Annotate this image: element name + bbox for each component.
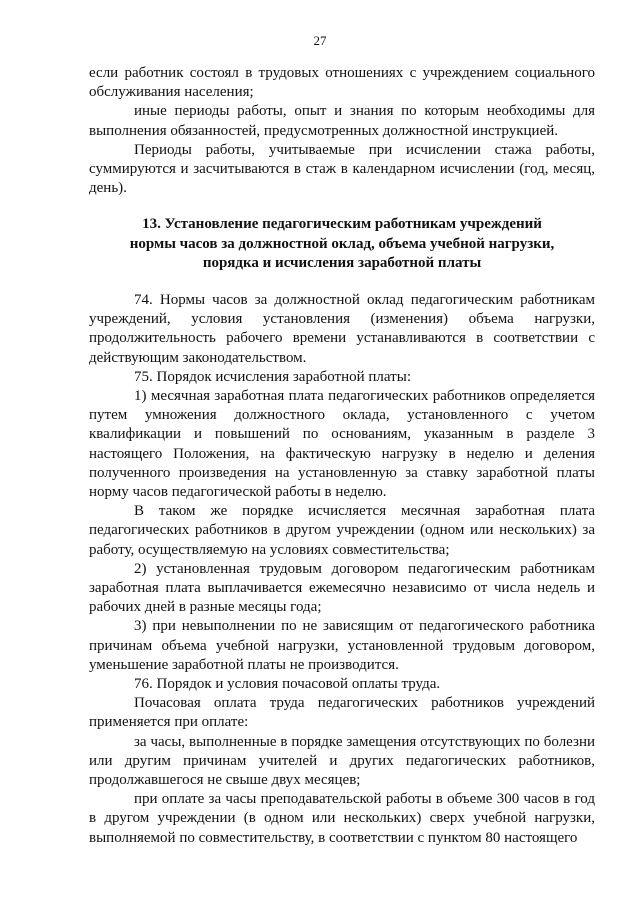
paragraph: 76. Порядок и условия почасовой оплаты труда. bbox=[134, 675, 441, 692]
page-number: 27 bbox=[313, 33, 327, 48]
paragraph: Почасовая оплата труда педагогических работников учреждений применяется при оплате: bbox=[89, 695, 595, 731]
section-heading-line: порядка и исчисления заработной платы bbox=[202, 255, 482, 272]
paragraph: 1) месячная заработная плата педагогических работников определяется путем умножения должностного оклада, установленного с учетом квалификации и повышений по основаниям, указанным в разделе 3 настоящего Положения, на фактическую нагрузку в неделю и деления полученного произведения на установленную за ставку заработной платы норму часов педагогической работы в неделю. bbox=[89, 387, 595, 500]
section-heading-line: 13. Установление педагогическим работникам учреждений bbox=[142, 216, 542, 233]
paragraph: 75. Порядок исчисления заработной платы: bbox=[134, 368, 411, 385]
section-heading bbox=[89, 215, 595, 274]
paragraph: 3) при невыполнении по не зависящим от педагогического работника причинам объема учебной нагрузки, установленной трудовым договором, уменьшение заработной платы не производится. bbox=[89, 618, 595, 673]
paragraph: за часы, выполненные в порядке замещения отсутствующих по болезни или другим причинам учителей и других педагогических работников, продолжавшегося не свыше двух месяцев; bbox=[89, 733, 595, 788]
document-body bbox=[89, 64, 595, 848]
paragraph: 2) установленная трудовым договором педагогическим работникам заработная плата выплачивается ежемесячно независимо от числа недель и рабочих дней в разные месяцы года; bbox=[89, 560, 595, 616]
paragraph: иные периоды работы, опыт и знания по которым необходимы для выполнения обязанностей, предусмотренных должностной инструкцией. bbox=[89, 103, 595, 139]
paragraph: 74. Нормы часов за должностной оклад педагогическим работникам учреждений, условия установления (изменения) объема нагрузки, продолжительность рабочего времени устанавливаются в соответствии с действующим законодательством. bbox=[89, 291, 595, 366]
paragraph: В таком же порядке исчисляется месячная заработная плата педагогических работников в другом учреждении (одном или нескольких) за работу, осуществляемую на условиях совместительства; bbox=[89, 503, 595, 558]
paragraph: если работник состоял в трудовых отношениях с учреждением социального обслуживания населения; bbox=[89, 65, 595, 101]
section-heading-line: нормы часов за должностной оклад, объема учебной нагрузки, bbox=[129, 235, 555, 252]
paragraph: Периоды работы, учитываемые при исчислении стажа работы, суммируются и засчитываются в стаж в календарном исчислении (год, месяц, день). bbox=[89, 141, 595, 197]
paragraph: при оплате за часы преподавательской работы в объеме 300 часов в год в другом учреждении (в одном или нескольких) сверх учебной нагрузки, выполняемой по совместительству, в соответствии с пунктом 80 настоящего bbox=[89, 791, 595, 846]
